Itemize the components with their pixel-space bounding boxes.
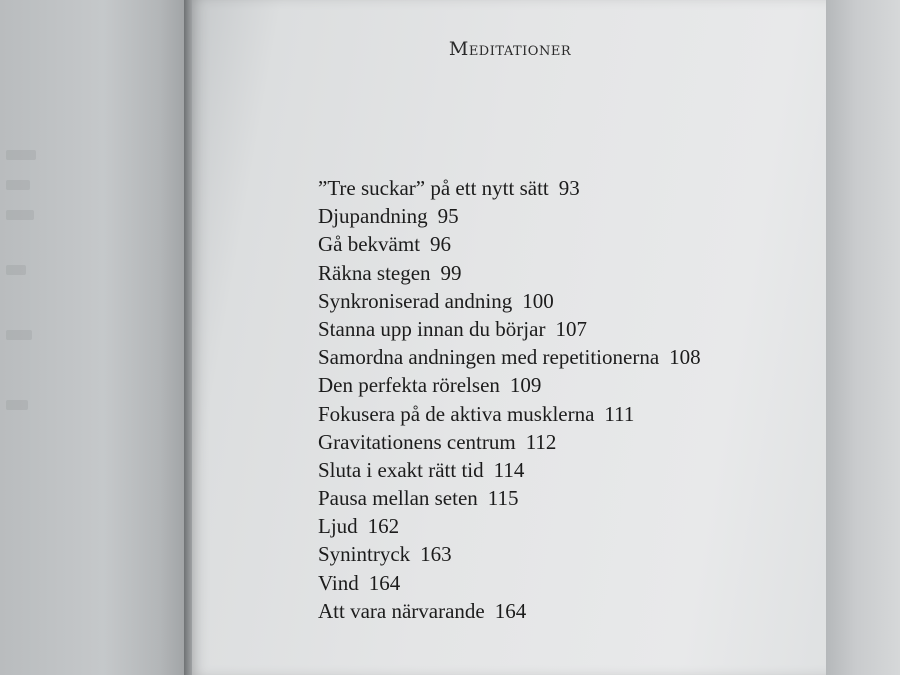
toc-entry-page-number: 107 <box>555 316 587 341</box>
left-page-text-fragment <box>6 265 26 275</box>
toc-entry-title: Samordna andningen med repetitionerna <box>318 345 660 370</box>
toc-entry-title: Sluta i exakt rätt tid <box>318 457 484 482</box>
left-page-text-fragment <box>6 330 32 340</box>
toc-entry-title: ”Tre suckar” på ett nytt sätt <box>318 176 549 200</box>
toc-entry <box>318 456 701 484</box>
toc-entry-page-number: 109 <box>509 373 542 398</box>
toc-entry-page-number: 164 <box>494 598 527 623</box>
toc-entry-title: Synintryck <box>318 542 411 567</box>
left-page-text-fragment <box>6 400 28 410</box>
toc-entry-title: Stanna upp innan du börjar <box>318 316 546 341</box>
toc-entry-title: Synkroniserad andning <box>318 288 513 313</box>
toc-entry <box>318 484 701 512</box>
toc-entry-title: Den perfekta rörelsen <box>318 373 500 398</box>
toc-entry-title: Gå bekvämt <box>318 232 421 257</box>
toc-entry-page-number: 162 <box>367 514 400 539</box>
toc-entry-title: Gravitationens centrum <box>318 429 516 454</box>
toc-entry-page-number: 100 <box>522 288 554 313</box>
toc-entry <box>318 259 701 287</box>
toc-entry <box>318 371 701 399</box>
toc-entry <box>318 428 701 456</box>
left-page <box>0 0 188 675</box>
toc-entry-title: Pausa mellan seten <box>318 486 478 511</box>
toc-entry-title: Djupandning <box>318 204 428 229</box>
toc-entry <box>318 287 701 315</box>
toc-entry-page-number: 95 <box>437 204 459 229</box>
toc-entry-title: Att vara närvarande <box>318 598 485 623</box>
table-of-contents <box>318 174 701 625</box>
toc-entry-title: Räkna stegen <box>318 260 431 285</box>
page-edge-shadow <box>826 0 900 675</box>
toc-entry <box>318 597 701 625</box>
toc-entry <box>318 230 701 258</box>
toc-entry-page-number: 114 <box>493 457 525 482</box>
toc-entry <box>318 400 701 428</box>
toc-entry-page-number: 111 <box>604 401 635 426</box>
left-page-text-fragment <box>6 150 36 160</box>
toc-entry-title: Vind <box>318 570 359 595</box>
left-page-text-fragment <box>6 180 30 190</box>
toc-entry <box>318 540 701 568</box>
toc-entry-page-number: 93 <box>558 176 580 200</box>
toc-entry <box>318 202 701 230</box>
toc-entry <box>318 315 701 343</box>
toc-entry-page-number: 112 <box>525 429 557 454</box>
toc-entry-page-number: 164 <box>368 570 401 595</box>
toc-entry <box>318 569 701 597</box>
toc-entry-page-number: 96 <box>430 232 452 257</box>
toc-entry-page-number: 108 <box>669 345 701 370</box>
toc-entry-page-number: 163 <box>420 542 452 567</box>
toc-entry-page-number: 115 <box>487 486 519 511</box>
toc-entry-title: Ljud <box>318 514 358 539</box>
toc-entry <box>318 512 701 540</box>
page-title: Meditationer <box>448 38 572 60</box>
toc-entry-page-number: 99 <box>440 260 462 285</box>
toc-entry <box>318 343 701 371</box>
left-page-text-fragment <box>6 210 34 220</box>
toc-entry <box>318 174 701 202</box>
right-page <box>192 0 828 675</box>
toc-entry-title: Fokusera på de aktiva musklerna <box>318 401 595 426</box>
